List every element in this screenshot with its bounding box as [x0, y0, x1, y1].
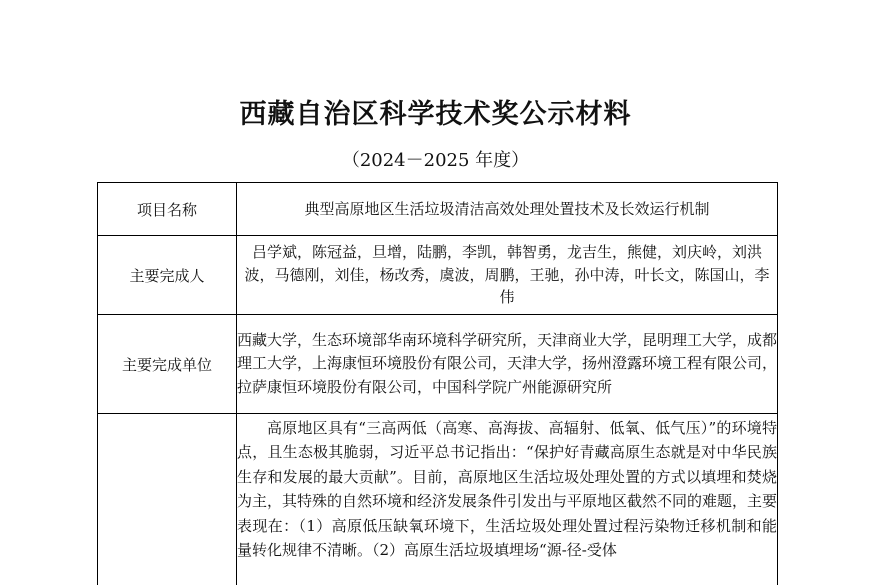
main-units-value: 西藏大学，生态环境部华南环境科学研究所，天津商业大学，昆明理工大学，成都理工大学，上海康恒环境股份有限公司，天津大学，扬州澄露环境工程有限公司，拉萨康恒环境股份有限公司，中国科学院广州能源研究所 — [237, 315, 778, 414]
project-name-label: 项目名称 — [98, 183, 237, 236]
introduction-value: 高原地区具有“三高两低（高寒、高海拔、高辐射、低氧、低气压）”的环境特点，且生态极其脆弱，习近平总书记指出：“保护好青藏高原生态就是对中华民族生存和发展的最大贡献”。目前，高原地区生活垃圾处理处置的方式以填埋和焚烧为主，其特殊的自然环境和经济发展条件引发出与平原地区截然不同的难题，主要表现在：（1）高原低压缺氧环境下，生活垃圾处理处置过程污染物迁移机制和能量转化规律不清晰。（2）高原生活垃圾填埋场“源-径-受体 — [237, 414, 778, 585]
main-contributors-value: 吕学斌，陈冠益，旦增，陆鹏，李凯，韩智勇，龙吉生，熊健，刘庆岭，刘洪波，马德刚，刘佳，杨改秀，虞波，周鹏，王驰，孙中涛，叶长文，陈国山，李伟 — [237, 236, 778, 315]
main-contributors-label: 主要完成人 — [98, 236, 237, 315]
main-units-label: 主要完成单位 — [98, 315, 237, 414]
document-subtitle: （2024－2025 年度） — [341, 150, 530, 171]
document-title: 西藏自治区科学技术奖公示材料 — [239, 99, 632, 130]
introduction-label — [98, 414, 237, 585]
table-row-introduction — [98, 414, 778, 585]
table-row-project-name — [98, 183, 778, 236]
table-row-main-contributors — [98, 236, 778, 315]
award-info-table — [97, 182, 778, 585]
table-row-main-units — [98, 315, 778, 414]
project-name-value: 典型高原地区生活垃圾清洁高效处理处置技术及长效运行机制 — [237, 183, 778, 236]
